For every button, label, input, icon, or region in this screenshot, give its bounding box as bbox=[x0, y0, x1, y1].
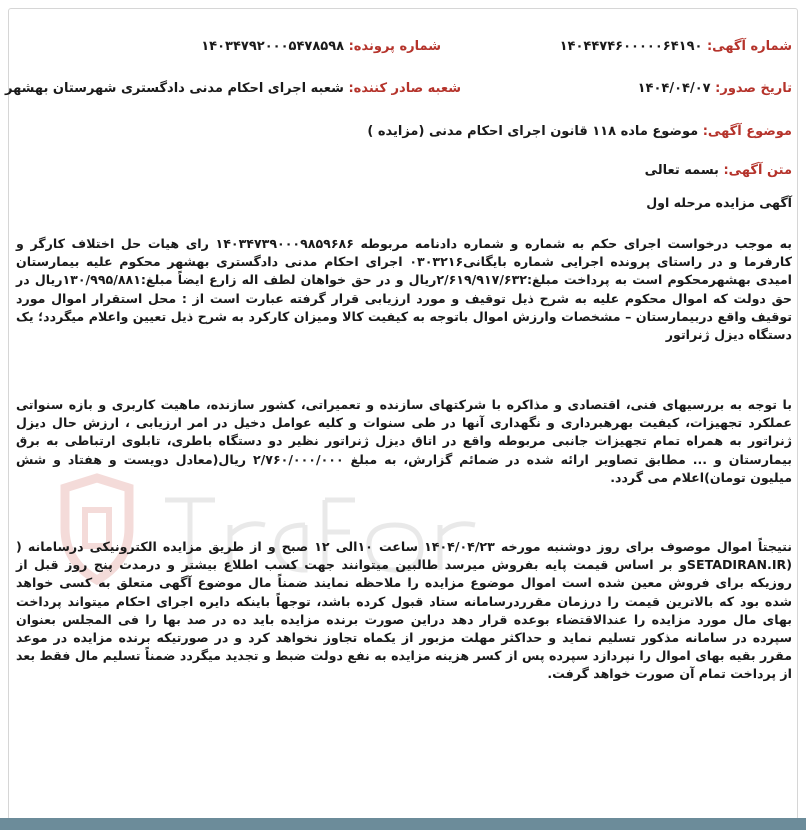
issue-date-label: تاریخ صدور: bbox=[715, 81, 792, 96]
issuer-field bbox=[5, 80, 461, 98]
subject-field bbox=[367, 123, 792, 141]
notice-heading: آگهی مزایده مرحله اول bbox=[646, 195, 792, 210]
paragraph-valuation: با توجه به بررسیهای فنی، اقتصادی و مذاکره با شرکتهای سازنده و تعمیراتی، کشور سازنده، ماهیت کاربری و بازه سنواتی عملکرد تجهیزات، کیفیت بهرهبرداری و نگهداری آنها در طی سنوات و کلیه عوامل دخیل در امر ارزیابی ، ارزش حال دیزل ژنراتور به همراه تمام تجهیزات جانبی مربوطه واقع در اتاق دیزل ژنراتور نظیر دو دستگاه باطری، تابلوی ارتباطی به برق بیمارستان و ... مطابق تصاویر ارائه شده در ضمائم گزارش، به مبلغ ۲/۷۶۰/۰۰۰/۰۰۰ ریال(معادل دویست و هفتاد و شش میلیون تومان)اعلام می گردد. bbox=[16, 397, 792, 485]
notice-text-value: بسمه تعالی bbox=[644, 163, 719, 178]
notice-text-field bbox=[645, 162, 792, 180]
issuer-value: شعبه اجرای احکام مدنی دادگستری شهرستان بهشهر bbox=[5, 81, 344, 96]
subject-label: موضوع آگهی: bbox=[702, 124, 792, 139]
file-number-value: ۱۴۰۳۴۷۹۲۰۰۰۵۴۷۸۵۹۸ bbox=[201, 39, 345, 54]
notice-number-value: ۱۴۰۴۴۷۴۶۰۰۰۰۰۶۴۱۹۰ bbox=[559, 39, 703, 54]
notice-text-label: متن آگهی: bbox=[723, 163, 792, 178]
paragraph-ruling: به موجب درخواست اجرای حکم به شماره و شماره دادنامه مربوطه ۱۴۰۳۴۷۳۹۰۰۰۹۸۵۹۶۸۶ رای هیات حل اختلاف کارگر و کارفرما و در راستای پرونده اجرایی شماره بایگانی۰۳۰۳۲۱۶ اجرای احکام مدنی دادگستری بهشهر محکوم علیه بیمارستان امیدی بهشهرمحکوم است به پرداخت مبلغ:۲/۶۱۹/۹۱۷/۶۳۲ریال و در حق خواهان لطف اله زارع ایضاً مبلغ:۱۳۰/۹۹۵/۸۸۱ریال در حق دولت که اموال محکوم علیه به شرح ذیل توقیف و مورد ارزیابی قرار گرفته عبارت است از : محل استقرار اموال مورد توقیف واقع دربیمارستان – مشخصات وارزش اموال باتوجه به کیفیت کالا ومیزان کارکرد به شرح ذیل تعیین واعلام میگردد؛ یک دستگاه دیزل ژنراتور bbox=[16, 236, 793, 343]
notice-number-field bbox=[560, 38, 792, 56]
paragraph-auction-terms: نتیجتاً اموال موصوف برای روز دوشنبه مورخه ۱۴۰۴/۰۴/۲۳ ساعت ۱۰الی ۱۲ صبح و از طریق مزایده الکترونیکی درسامانه ( (SETADIRAN.IRو بر اساس قیمت پایه بفروش میرسد طالبین میتوانند جهت کسب اطلاع بیشتر و درمدت پنج روز قبل از روزیکه برای فروش معین شده است اموال موضوع مزایده را ملاحظه نمایند ضمناً مال موضوع آگهی متعلق به کسی خواهد شده بود که بالاترین قیمت را درزمان مقرردرسامانه ستاد قبول کرده باشد، توجهاً باینکه دایره اجرای احکام میتواند پرداخت بهای مال مورد مزایده را عندالاقتضاء بوعده قرار دهد دراین صورت برنده مزایده باید ده در صد بها را فی المجلس بعنوان سپرده در سامانه مذکور تسلیم نماید و حداکثر مهلت مزبور از یکماه تجاوز نخواهد کرد و در صورتیکه برنده مزایده در موعد مقرر بقیه بهای اموال را نپردازد سپرده پس از کسر هزینه مزایده به نفع دولت ضبط و تجدید میگردد ضمناً تسلیم مال فقط بعد از پرداخت تمام آن صورت خواهد گرفت. bbox=[16, 539, 793, 682]
issuer-label: شعبه صادر کننده: bbox=[348, 81, 461, 96]
file-number-label: شماره پرونده: bbox=[348, 39, 441, 54]
subject-value: موضوع ماده ۱۱۸ قانون اجرای احکام مدنی (مزایده ) bbox=[367, 124, 699, 139]
issue-date-field bbox=[638, 80, 792, 98]
file-number-field bbox=[201, 38, 441, 56]
notice-number-label: شماره آگهی: bbox=[706, 39, 792, 54]
bottom-strip bbox=[0, 818, 806, 830]
issue-date-value: ۱۴۰۴/۰۴/۰۷ bbox=[637, 81, 711, 96]
